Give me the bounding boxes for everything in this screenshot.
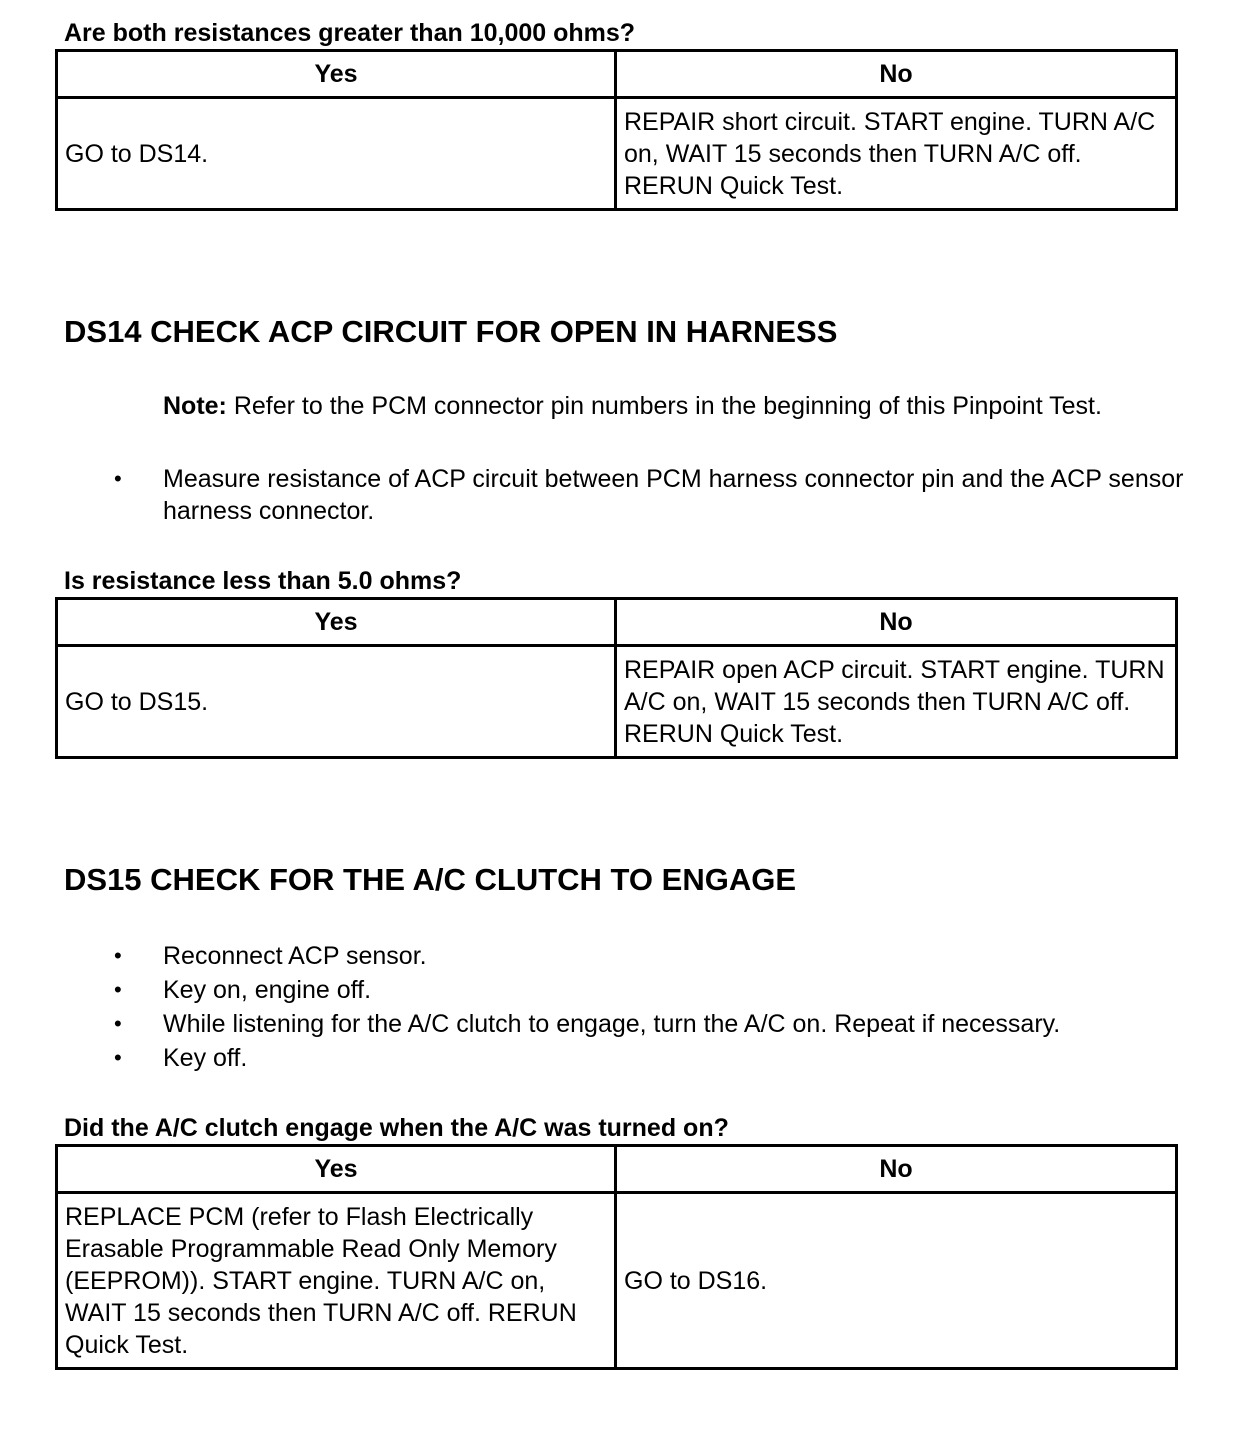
yes-header: Yes (57, 599, 616, 646)
bullet-icon: • (114, 1011, 122, 1036)
ds14-note (163, 391, 1233, 421)
decision-table-2 (55, 597, 1178, 759)
yes-action: REPLACE PCM (refer to Flash Electrically Erasable Programmable Read Only Memory (EEPROM)). START engine. TURN A/C on, WAIT 15 seconds then TURN A/C off. RERUN Quick Test. (57, 1193, 616, 1369)
yes-action: GO to DS15. (57, 646, 616, 758)
yes-header: Yes (57, 1146, 616, 1193)
bullet-icon: • (114, 943, 122, 968)
list-item (0, 463, 1213, 527)
note-text: Refer to the PCM connector pin numbers in the beginning of this Pinpoint Test. (226, 392, 1102, 420)
ds15-heading: DS15 CHECK FOR THE A/C CLUTCH TO ENGAGE (64, 862, 796, 897)
list-item (0, 974, 1213, 1006)
no-header: No (616, 1146, 1177, 1193)
no-action: REPAIR open ACP circuit. START engine. TURN A/C on, WAIT 15 seconds then TURN A/C off. RERUN Quick Test. (616, 646, 1177, 758)
no-header: No (616, 51, 1177, 98)
bullet-icon: • (114, 977, 122, 1002)
list-item (0, 1042, 1213, 1074)
ds14-heading: DS14 CHECK ACP CIRCUIT FOR OPEN IN HARNESS (64, 314, 838, 349)
decision-table-3 (55, 1144, 1178, 1370)
yes-action: GO to DS14. (57, 98, 616, 210)
bullet-text: Key off. (163, 1044, 248, 1072)
question-resistances-greater: Are both resistances greater than 10,000 ohms? (64, 19, 636, 47)
bullet-text: Measure resistance of ACP circuit between PCM harness connector pin and the ACP sensor harness connector. (163, 465, 1184, 525)
list-item (0, 940, 1213, 972)
no-action: GO to DS16. (616, 1193, 1177, 1369)
ds15-bullet-list (0, 940, 1213, 1074)
question-clutch-engage: Did the A/C clutch engage when the A/C was turned on? (64, 1114, 729, 1142)
note-label: Note: (163, 392, 227, 420)
bullet-text: Reconnect ACP sensor. (163, 942, 427, 970)
bullet-icon: • (114, 466, 122, 491)
decision-table-1 (55, 49, 1178, 211)
bullet-icon: • (114, 1045, 122, 1070)
no-action: REPAIR short circuit. START engine. TURN A/C on, WAIT 15 seconds then TURN A/C off. RERUN Quick Test. (616, 98, 1177, 210)
ds14-bullet-list (0, 463, 1213, 527)
question-resistance-less: Is resistance less than 5.0 ohms? (64, 567, 462, 595)
bullet-text: While listening for the A/C clutch to engage, turn the A/C on. Repeat if necessary. (163, 1010, 1061, 1038)
no-header: No (616, 599, 1177, 646)
bullet-text: Key on, engine off. (163, 976, 372, 1004)
list-item (0, 1008, 1213, 1040)
yes-header: Yes (57, 51, 616, 98)
